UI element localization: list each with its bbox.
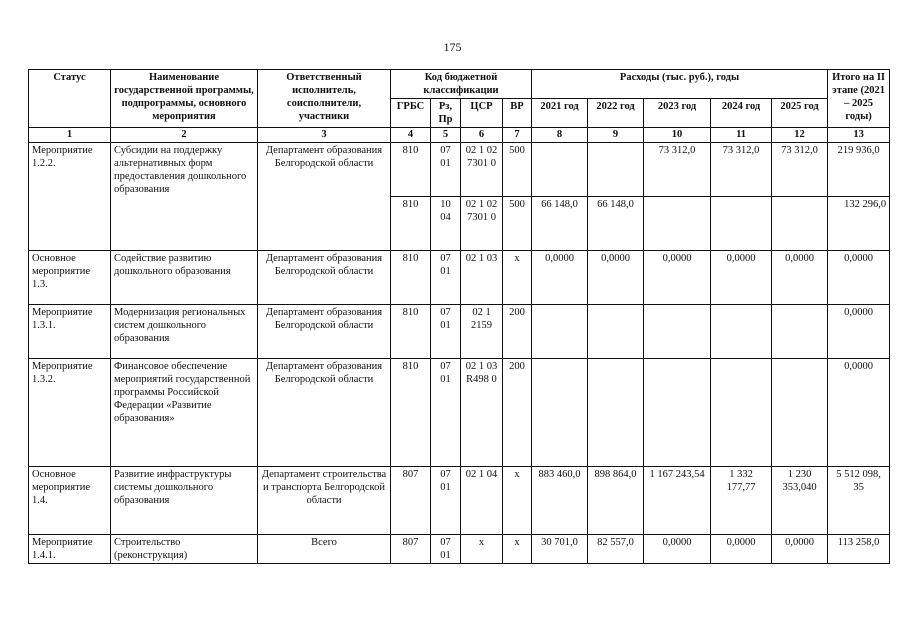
row-executor: Департамент образования Белгородской области — [258, 359, 391, 467]
cell-2023: 0,0000 — [644, 251, 711, 305]
col-number: 6 — [461, 128, 503, 143]
header-csr: ЦСР — [461, 99, 503, 128]
row-name: Финансовое обеспечение мероприятий государственной программы Российской Федерации «Развитие образования» — [111, 359, 258, 467]
row-name: Строительство (реконструкция) — [111, 535, 258, 564]
col-number: 5 — [431, 128, 461, 143]
cell-total: 132 296,0 — [828, 197, 890, 251]
cell-2021: 0,0000 — [532, 251, 588, 305]
row-executor: Всего — [258, 535, 391, 564]
cell-2023 — [644, 305, 711, 359]
row-status: Мероприятие 1.4.1. — [29, 535, 111, 564]
table-row — [29, 251, 890, 305]
table-row — [29, 467, 890, 535]
cell-2022: 66 148,0 — [588, 197, 644, 251]
cell-2021: 30 701,0 — [532, 535, 588, 564]
budget-table — [28, 69, 890, 564]
cell-csr: 02 1 03 — [461, 251, 503, 305]
cell-2024: 0,0000 — [711, 251, 772, 305]
page-number: 175 — [443, 40, 462, 54]
cell-vr: х — [503, 535, 532, 564]
row-name: Модернизация региональных систем дошкольного образования — [111, 305, 258, 359]
cell-csr: 02 1 02 7301 0 — [461, 143, 503, 197]
col-number: 12 — [772, 128, 828, 143]
cell-2022 — [588, 359, 644, 467]
column-number-row — [29, 128, 890, 143]
col-number: 1 — [29, 128, 111, 143]
cell-2025: 73 312,0 — [772, 143, 828, 197]
cell-grbs: 807 — [391, 535, 431, 564]
row-executor: Департамент образования Белгородской области — [258, 305, 391, 359]
cell-2021 — [532, 359, 588, 467]
cell-rz: 07 01 — [431, 535, 461, 564]
cell-csr: 02 1 2159 — [461, 305, 503, 359]
header-status: Статус — [29, 70, 111, 128]
row-status: Основное мероприятие 1.4. — [29, 467, 111, 535]
row-executor: Департамент образования Белгородской области — [258, 251, 391, 305]
cell-rz: 07 01 — [431, 143, 461, 197]
cell-total: 0,0000 — [828, 251, 890, 305]
cell-csr: 02 1 04 — [461, 467, 503, 535]
col-number: 4 — [391, 128, 431, 143]
cell-2023: 0,0000 — [644, 535, 711, 564]
col-number: 11 — [711, 128, 772, 143]
cell-rz: 10 04 — [431, 197, 461, 251]
header-2021: 2021 год — [532, 99, 588, 128]
header-2022: 2022 год — [588, 99, 644, 128]
cell-csr: х — [461, 535, 503, 564]
cell-csr: 02 1 03 R498 0 — [461, 359, 503, 467]
table-row — [29, 535, 890, 564]
cell-2024 — [711, 197, 772, 251]
row-status: Мероприятие 1.3.2. — [29, 359, 111, 467]
row-name: Развитие инфраструктуры системы дошкольного образования — [111, 467, 258, 535]
cell-2022: 898 864,0 — [588, 467, 644, 535]
cell-2021 — [532, 143, 588, 197]
header-grbs: ГРБС — [391, 99, 431, 128]
cell-total: 0,0000 — [828, 359, 890, 467]
cell-vr: 500 — [503, 143, 532, 197]
header-rz: Рз, Пр — [431, 99, 461, 128]
cell-total: 0,0000 — [828, 305, 890, 359]
cell-2022: 0,0000 — [588, 251, 644, 305]
cell-grbs: 807 — [391, 467, 431, 535]
cell-2024: 0,0000 — [711, 535, 772, 564]
cell-total: 5 512 098, 35 — [828, 467, 890, 535]
cell-2023 — [644, 359, 711, 467]
col-number: 7 — [503, 128, 532, 143]
header-budget-code: Код бюджетной классификации — [391, 70, 532, 99]
cell-total: 219 936,0 — [828, 143, 890, 197]
header-total: Итого на II этапе (2021 – 2025 годы) — [828, 70, 890, 128]
cell-vr: 200 — [503, 359, 532, 467]
col-number: 2 — [111, 128, 258, 143]
cell-2022 — [588, 305, 644, 359]
cell-2023: 73 312,0 — [644, 143, 711, 197]
cell-grbs: 810 — [391, 305, 431, 359]
header-name: Наименование государственной программы, подпрограммы, основного мероприятия — [111, 70, 258, 128]
cell-grbs: 810 — [391, 359, 431, 467]
cell-2025: 0,0000 — [772, 535, 828, 564]
header-expenses: Расходы (тыс. руб.), годы — [532, 70, 828, 99]
cell-rz: 07 01 — [431, 251, 461, 305]
cell-2025 — [772, 197, 828, 251]
cell-2022 — [588, 143, 644, 197]
cell-2024 — [711, 305, 772, 359]
row-name: Содействие развитию дошкольного образования — [111, 251, 258, 305]
cell-grbs: 810 — [391, 251, 431, 305]
col-number: 10 — [644, 128, 711, 143]
header-executor: Ответственный исполнитель, соисполнители, участники — [258, 70, 391, 128]
table-row — [29, 359, 890, 467]
cell-vr: 200 — [503, 305, 532, 359]
cell-rz: 07 01 — [431, 467, 461, 535]
col-number: 13 — [828, 128, 890, 143]
cell-2022: 82 557,0 — [588, 535, 644, 564]
cell-total: 113 258,0 — [828, 535, 890, 564]
cell-vr: х — [503, 467, 532, 535]
col-number: 8 — [532, 128, 588, 143]
cell-2024: 1 332 177,77 — [711, 467, 772, 535]
header-2024: 2024 год — [711, 99, 772, 128]
row-executor: Департамент образования Белгородской области — [258, 143, 391, 251]
row-name: Субсидии на поддержку альтернативных форм предоставления дошкольного образования — [111, 143, 258, 251]
table-row — [29, 305, 890, 359]
row-executor: Департамент строительства и транспорта Белгородской области — [258, 467, 391, 535]
header-2025: 2025 год — [772, 99, 828, 128]
cell-2021: 883 460,0 — [532, 467, 588, 535]
row-status: Мероприятие 1.2.2. — [29, 143, 111, 251]
cell-vr: х — [503, 251, 532, 305]
table-row — [29, 143, 890, 197]
cell-2025 — [772, 305, 828, 359]
header-row-1 — [29, 70, 890, 99]
cell-2025: 0,0000 — [772, 251, 828, 305]
cell-rz: 07 01 — [431, 359, 461, 467]
col-number: 9 — [588, 128, 644, 143]
cell-2021: 66 148,0 — [532, 197, 588, 251]
cell-2023 — [644, 197, 711, 251]
cell-grbs: 810 — [391, 143, 431, 197]
cell-rz: 07 01 — [431, 305, 461, 359]
header-2023: 2023 год — [644, 99, 711, 128]
col-number: 3 — [258, 128, 391, 143]
cell-2024: 73 312,0 — [711, 143, 772, 197]
cell-2021 — [532, 305, 588, 359]
row-status: Основное мероприятие 1.3. — [29, 251, 111, 305]
cell-2025 — [772, 359, 828, 467]
cell-2023: 1 167 243,54 — [644, 467, 711, 535]
cell-csr: 02 1 02 7301 0 — [461, 197, 503, 251]
cell-grbs: 810 — [391, 197, 431, 251]
row-status: Мероприятие 1.3.1. — [29, 305, 111, 359]
cell-vr: 500 — [503, 197, 532, 251]
header-vr: ВР — [503, 99, 532, 128]
cell-2025: 1 230 353,040 — [772, 467, 828, 535]
cell-2024 — [711, 359, 772, 467]
